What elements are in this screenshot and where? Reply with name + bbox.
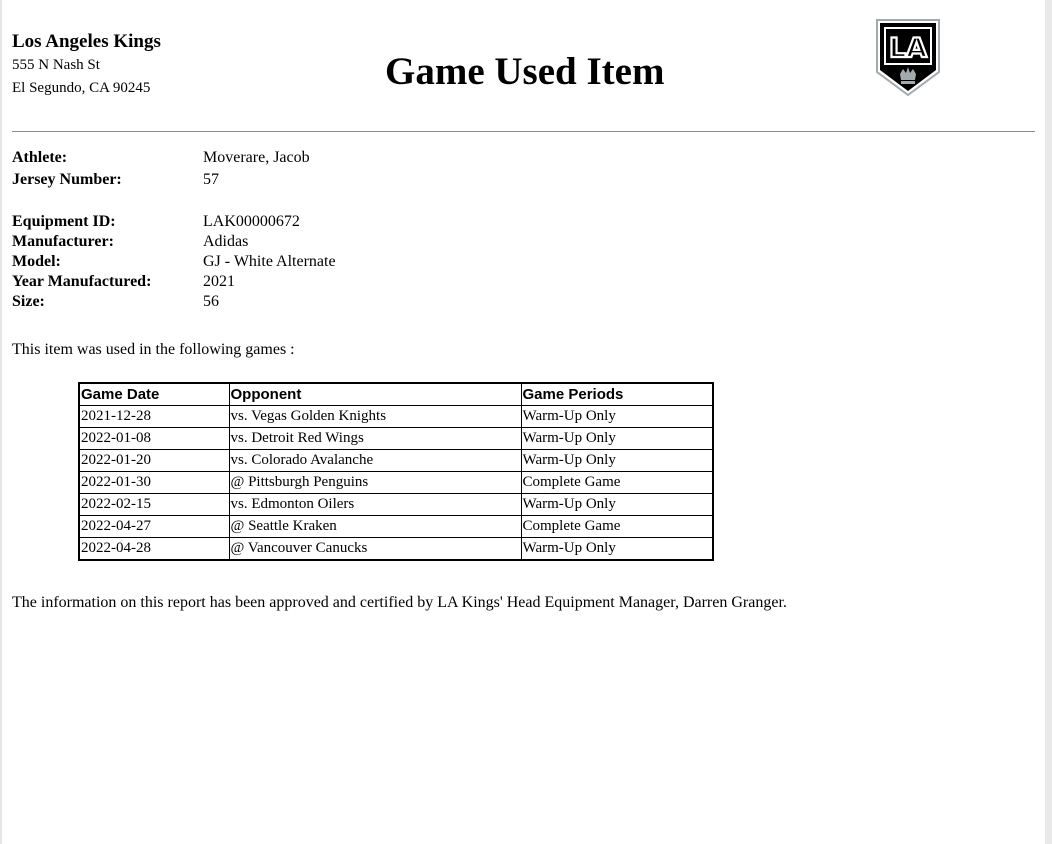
opponent-cell: @ Vancouver Canucks — [229, 538, 521, 561]
games-table — [78, 382, 714, 561]
year-manufactured-label: Year Manufactured: — [12, 273, 152, 290]
viewer-edge — [1045, 0, 1052, 844]
column-header-opponent: Opponent — [229, 383, 521, 406]
table-row — [79, 516, 713, 538]
game-periods-cell: Warm-Up Only — [521, 450, 713, 472]
manufacturer-label: Manufacturer: — [12, 233, 114, 250]
organization-name: Los Angeles Kings — [12, 31, 161, 52]
game-date-cell: 2022-02-15 — [79, 494, 229, 516]
table-row — [79, 428, 713, 450]
column-header-game-date: Game Date — [79, 383, 229, 406]
opponent-cell: vs. Colorado Avalanche — [229, 450, 521, 472]
equipment-id-value: LAK00000672 — [203, 213, 300, 230]
header-divider — [12, 131, 1035, 132]
game-date-cell: 2022-04-28 — [79, 538, 229, 561]
game-periods-cell: Complete Game — [521, 472, 713, 494]
manufacturer-value: Adidas — [203, 233, 249, 250]
jersey-number-label: Jersey Number: — [12, 171, 122, 188]
address-line-1: 555 N Nash St — [12, 57, 100, 73]
athlete-label: Athlete: — [12, 149, 68, 166]
game-periods-cell: Complete Game — [521, 516, 713, 538]
certification-statement: The information on this report has been approved and certified by LA Kings' Head Equipment Manager, Darren Granger. — [12, 594, 787, 611]
address-line-2: El Segundo, CA 90245 — [12, 80, 151, 96]
game-periods-cell: Warm-Up Only — [521, 538, 713, 561]
opponent-cell: @ Seattle Kraken — [229, 516, 521, 538]
equipment-id-label: Equipment ID: — [12, 213, 116, 230]
table-row — [79, 494, 713, 516]
la-kings-logo-icon — [875, 18, 941, 96]
document-title: Game Used Item — [385, 50, 665, 93]
opponent-cell: vs. Edmonton Oilers — [229, 494, 521, 516]
model-label: Model: — [12, 253, 61, 270]
athlete-value: Moverare, Jacob — [203, 149, 310, 166]
opponent-cell: @ Pittsburgh Penguins — [229, 472, 521, 494]
table-row — [79, 450, 713, 472]
organization-block — [12, 30, 161, 100]
jersey-number-value: 57 — [203, 171, 219, 188]
game-periods-cell: Warm-Up Only — [521, 428, 713, 450]
year-manufactured-value: 2021 — [203, 273, 235, 290]
game-periods-cell: Warm-Up Only — [521, 406, 713, 428]
table-row — [79, 538, 713, 561]
size-label: Size: — [12, 293, 45, 310]
table-row — [79, 472, 713, 494]
table-row — [79, 406, 713, 428]
game-date-cell: 2021-12-28 — [79, 406, 229, 428]
game-date-cell: 2022-01-08 — [79, 428, 229, 450]
model-value: GJ - White Alternate — [203, 253, 336, 270]
games-intro-text: This item was used in the following games : — [12, 341, 295, 358]
size-value: 56 — [203, 293, 219, 310]
game-date-cell: 2022-01-20 — [79, 450, 229, 472]
opponent-cell: vs. Vegas Golden Knights — [229, 406, 521, 428]
column-header-game-periods: Game Periods — [521, 383, 713, 406]
opponent-cell: vs. Detroit Red Wings — [229, 428, 521, 450]
game-periods-cell: Warm-Up Only — [521, 494, 713, 516]
games-table-header-row — [79, 383, 713, 406]
report-page — [2, 0, 1045, 844]
game-date-cell: 2022-01-30 — [79, 472, 229, 494]
svg-text:LA: LA — [888, 33, 928, 64]
game-date-cell: 2022-04-27 — [79, 516, 229, 538]
